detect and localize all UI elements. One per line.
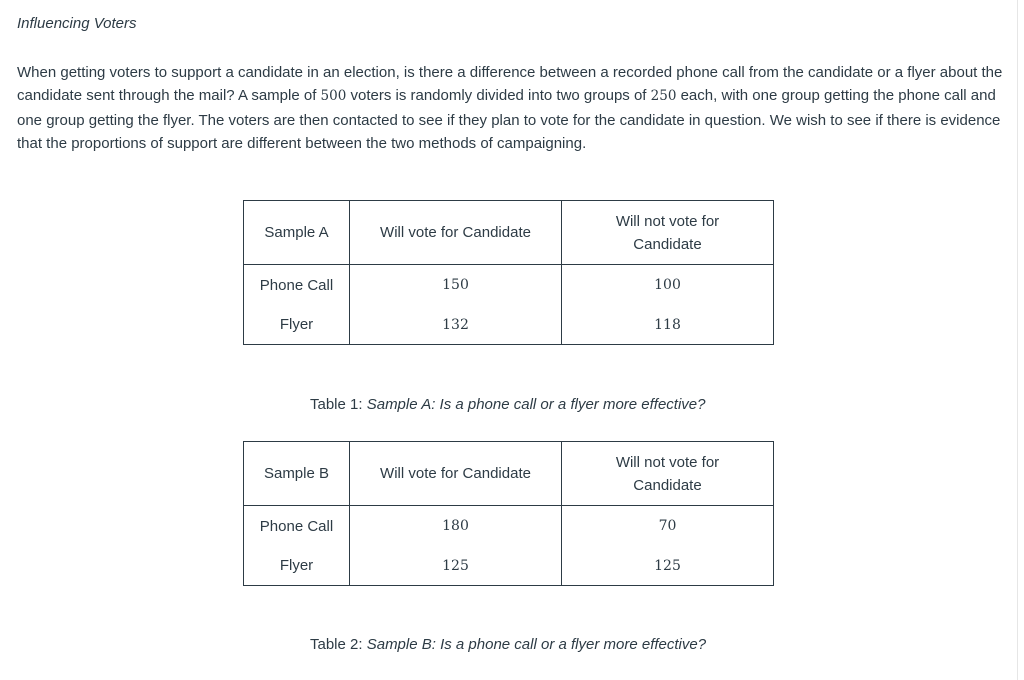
cell-will-vote: 150 — [350, 265, 562, 306]
header-sample-label: Sample B — [244, 442, 350, 506]
table-row — [244, 305, 774, 345]
header-sample-label: Sample A — [244, 201, 350, 265]
cell-will-not-vote: 70 — [562, 506, 774, 547]
cell-will-not-vote: 100 — [562, 265, 774, 306]
header-will-vote: Will vote for Candidate — [350, 201, 562, 265]
table-2-caption — [310, 636, 706, 653]
table-row — [244, 546, 774, 586]
intro-text-1: When getting voters to support a candidate in an election, is there a difference between a recorded phone call from the candidate or a flyer about the candidate sent through the mail? A sample of — [17, 64, 1003, 105]
cell-will-not-vote: 118 — [562, 305, 774, 345]
intro-group-size: 250 — [650, 88, 677, 105]
cell-will-not-vote: 125 — [562, 546, 774, 586]
header-will-not-vote-text: Will not vote for Candidate — [615, 453, 720, 494]
row-label: Flyer — [244, 546, 350, 586]
table-row — [244, 265, 774, 306]
cell-will-vote: 125 — [350, 546, 562, 586]
caption-label: Table 2: — [310, 636, 363, 653]
caption-label: Table 1: — [310, 396, 363, 413]
caption-text: Sample A: Is a phone call or a flyer more effective? — [366, 396, 706, 413]
table-header-row — [244, 201, 774, 265]
table-row — [244, 506, 774, 547]
intro-paragraph — [17, 61, 1007, 155]
table-header-row — [244, 442, 774, 506]
header-will-vote: Will vote for Candidate — [350, 442, 562, 506]
cell-will-vote: 132 — [350, 305, 562, 345]
header-will-not-vote-text: Will not vote for Candidate — [615, 212, 720, 253]
intro-total-voters: 500 — [320, 88, 347, 105]
intro-text-3: each, with one group getting the phone call and one group getting the flyer. The voters are then contacted to see if they plan to vote for the candidate in question. We wish to see if there is evidence that the proportions of support are different between the two methods of campaigning. — [17, 87, 1001, 152]
header-will-not-vote — [562, 442, 774, 506]
intro-text-2: voters is randomly divided into two groups of — [346, 87, 651, 105]
table-sample-a — [243, 200, 774, 345]
row-label: Phone Call — [244, 265, 350, 306]
caption-text: Sample B: Is a phone call or a flyer more effective? — [366, 636, 707, 653]
cell-will-vote: 180 — [350, 506, 562, 547]
table-1-caption — [310, 396, 706, 413]
table-sample-b — [243, 441, 774, 586]
row-label: Flyer — [244, 305, 350, 345]
row-label: Phone Call — [244, 506, 350, 547]
document-title: Influencing Voters — [17, 15, 137, 32]
header-will-not-vote — [562, 201, 774, 265]
